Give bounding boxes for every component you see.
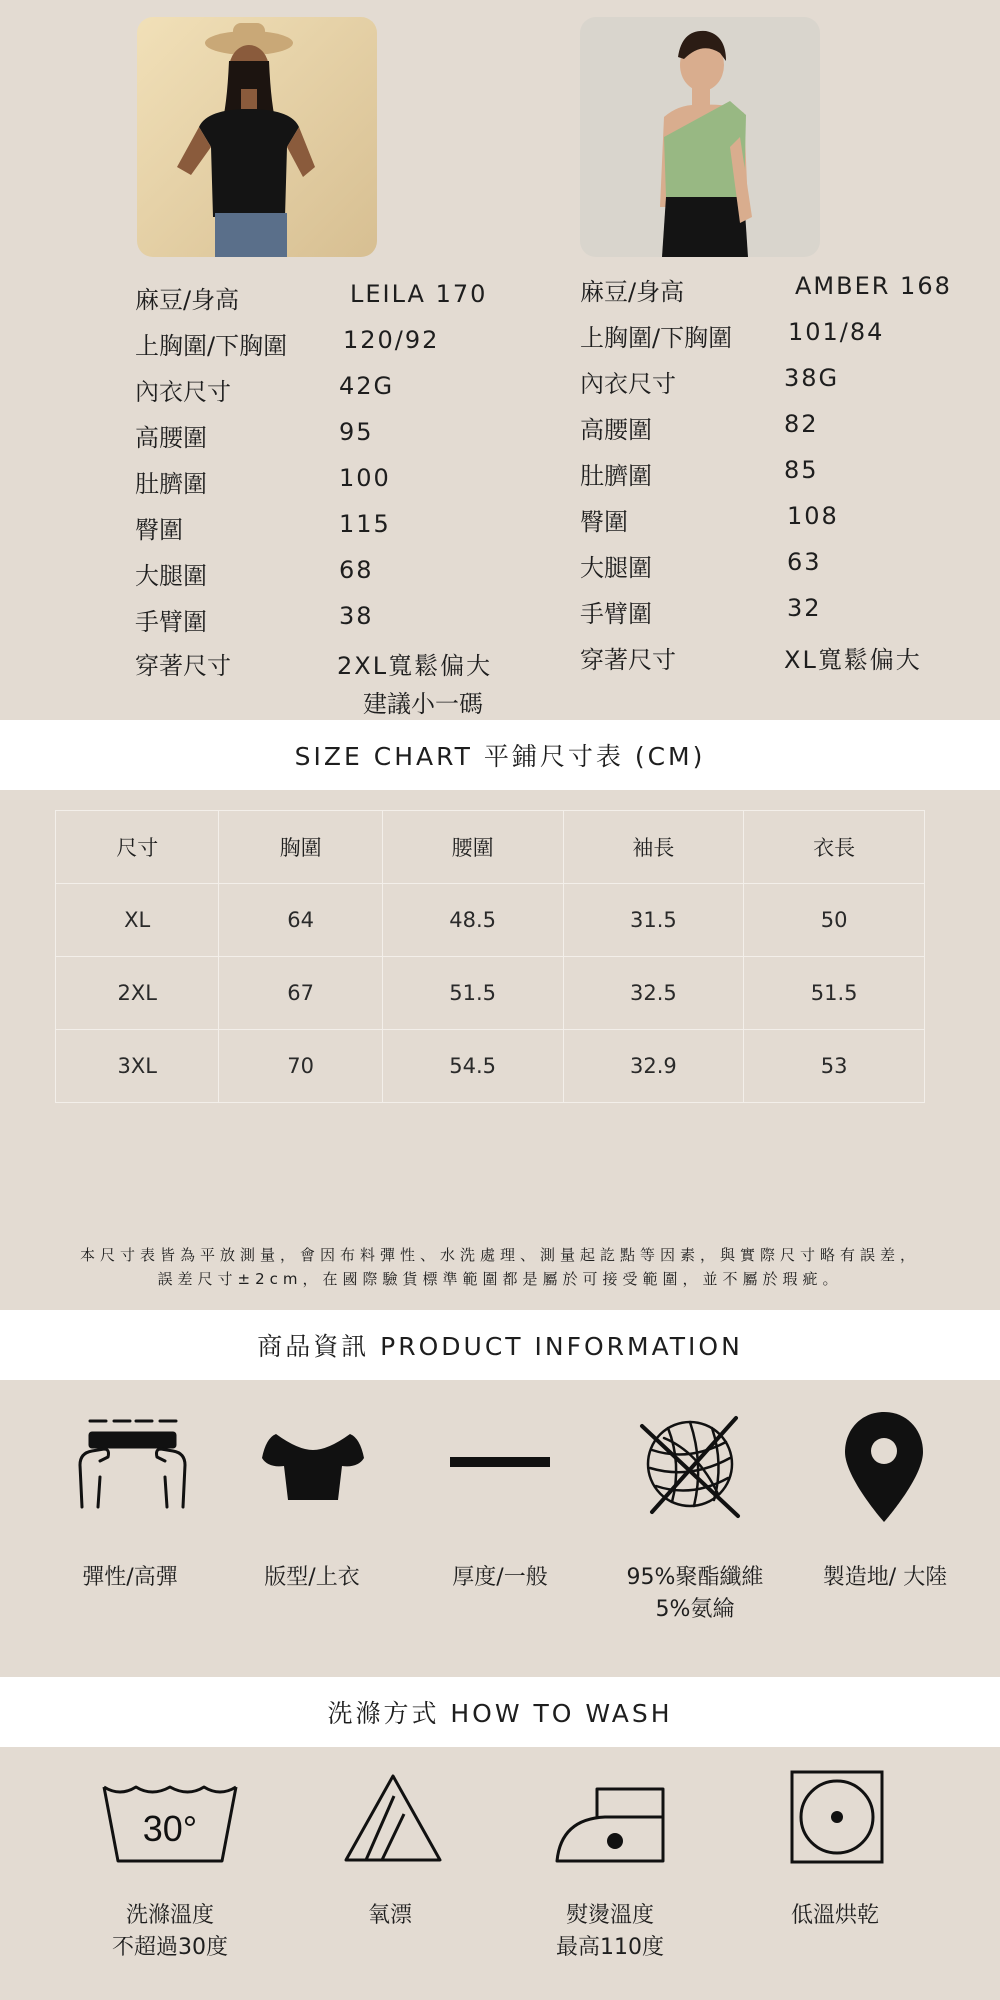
- product-info-caption: [60, 1562, 200, 1594]
- product-info-caption: [610, 1562, 780, 1626]
- measure-value: 101/84: [788, 318, 885, 346]
- stretch-hands-icon: [70, 1415, 195, 1515]
- caption-line: 版型/上衣: [264, 1565, 360, 1590]
- wash-banner: [0, 1677, 1000, 1747]
- measure-label: 手臂圍: [580, 600, 652, 628]
- product-info-caption: [430, 1562, 570, 1594]
- caption-line: 不超過30度: [112, 1935, 228, 1960]
- iron-icon: [553, 1783, 669, 1865]
- product-info-caption: [242, 1562, 382, 1594]
- yarn-ball-icon: [638, 1412, 748, 1522]
- table-header-cell: 胸圍: [219, 811, 382, 884]
- wash-caption: [765, 1900, 905, 1932]
- wash-title: 洗滌方式 HOW TO WASH: [327, 1699, 673, 1728]
- measure-label: 手臂圍: [135, 608, 207, 636]
- caption-line: 95%聚酯纖維: [626, 1565, 764, 1590]
- measure-value: 100: [339, 464, 391, 492]
- table-cell: 32.5: [563, 957, 744, 1030]
- thickness-line-icon: [450, 1455, 550, 1469]
- caption-line: 熨燙溫度: [565, 1903, 654, 1928]
- measure-value: AMBER 168: [795, 272, 952, 300]
- table-header-row: [56, 811, 925, 884]
- caption-line: 低溫烘乾: [790, 1903, 879, 1928]
- wash-caption: [320, 1900, 460, 1932]
- measure-value: 38G: [784, 364, 840, 392]
- table-cell: 51.5: [382, 957, 563, 1030]
- table-cell: 48.5: [382, 884, 563, 957]
- size-chart-table: [55, 810, 925, 1103]
- table-header-cell: 袖長: [563, 811, 744, 884]
- table-cell: 50: [744, 884, 925, 957]
- measure-label: 高腰圍: [580, 416, 652, 444]
- measure-value: 108: [787, 502, 839, 530]
- measure-value: XL寬鬆偏大: [784, 646, 922, 674]
- measure-label: 高腰圍: [135, 424, 207, 452]
- measure-value: 42G: [339, 372, 395, 400]
- table-cell: 3XL: [56, 1030, 219, 1103]
- measure-label: 上胸圍/下胸圍: [580, 324, 733, 352]
- table-cell: 31.5: [563, 884, 744, 957]
- table-cell: 32.9: [563, 1030, 744, 1103]
- measure-label: 內衣尺寸: [580, 370, 676, 398]
- table-cell: 67: [219, 957, 382, 1030]
- measure-value: 85: [784, 456, 819, 484]
- measure-label: 穿著尺寸: [580, 646, 676, 674]
- measure-value: 38: [339, 602, 374, 630]
- table-row: [56, 1030, 925, 1103]
- caption-line: 氧漂: [367, 1903, 412, 1928]
- measure-label: 臀圍: [135, 516, 183, 544]
- measure-label: 肚臍圍: [135, 470, 207, 498]
- measure-label: 麻豆/身高: [135, 286, 240, 314]
- tumble-dry-icon: [790, 1770, 884, 1864]
- measure-value: 82: [784, 410, 819, 438]
- wash-caption: [90, 1900, 250, 1964]
- measure-label: 內衣尺寸: [135, 378, 231, 406]
- caption-line: 製造地/ 大陸: [822, 1565, 948, 1590]
- bleach-triangle-icon: [342, 1772, 444, 1864]
- measure-label: 大腿圍: [580, 554, 652, 582]
- table-header-cell: 衣長: [744, 811, 925, 884]
- crop-top-icon: [258, 1428, 368, 1508]
- table-cell: 64: [219, 884, 382, 957]
- measure-value: 95: [339, 418, 374, 446]
- measure-label: 肚臍圍: [580, 462, 652, 490]
- caption-line: 洗滌溫度: [125, 1903, 214, 1928]
- measure-label: 麻豆/身高: [580, 278, 685, 306]
- model-photo-amber: [580, 17, 820, 257]
- measure-value: 68: [339, 556, 374, 584]
- location-pin-icon: [843, 1410, 925, 1525]
- measure-value: 32: [787, 594, 822, 622]
- model-photo-leila: [137, 17, 377, 257]
- caption-line: 彈性/高彈: [82, 1565, 178, 1590]
- caption-line: 5%氨綸: [655, 1597, 735, 1622]
- table-row: [56, 884, 925, 957]
- wash-caption: [530, 1900, 690, 1964]
- product-info-banner: [0, 1310, 1000, 1380]
- size-chart-note-line-1: 本尺寸表皆為平放測量，會因布料彈性、水洗處理、測量起訖點等因素，與實際尺寸略有誤差，: [79, 1246, 920, 1264]
- measure-label: 臀圍: [580, 508, 628, 536]
- measure-label: 穿著尺寸: [135, 652, 231, 680]
- measure-label: 上胸圍/下胸圍: [135, 332, 288, 360]
- size-chart-note-line-2: 誤差尺寸±2cm，在國際驗貨標準範圍都是屬於可接受範圍，並不屬於瑕疵。: [157, 1270, 843, 1288]
- table-cell: 53: [744, 1030, 925, 1103]
- table-cell: 70: [219, 1030, 382, 1103]
- table-cell: XL: [56, 884, 219, 957]
- measure-label: 大腿圍: [135, 562, 207, 590]
- product-info-title: 商品資訊 PRODUCT INFORMATION: [257, 1332, 743, 1361]
- product-info-caption: [805, 1562, 965, 1594]
- caption-line: 厚度/一般: [452, 1565, 548, 1590]
- caption-line: 最高110度: [556, 1935, 664, 1960]
- table-header-cell: 腰圍: [382, 811, 563, 884]
- measure-value: 63: [787, 548, 822, 576]
- size-chart-banner: [0, 720, 1000, 790]
- table-header-cell: 尺寸: [56, 811, 219, 884]
- wash-temperature-label: 30°: [142, 1808, 198, 1849]
- wash-tub-icon: [100, 1783, 240, 1865]
- measure-value: LEILA 170: [350, 280, 488, 308]
- table-row: [56, 957, 925, 1030]
- size-chart-title: SIZE CHART 平鋪尺寸表 (CM): [294, 742, 706, 771]
- measure-value: 2XL寬鬆偏大: [337, 652, 493, 680]
- table-cell: 51.5: [744, 957, 925, 1030]
- size-recommendation: 建議小一碼: [363, 690, 483, 718]
- table-cell: 54.5: [382, 1030, 563, 1103]
- measure-value: 120/92: [343, 326, 440, 354]
- measure-value: 115: [339, 510, 391, 538]
- table-cell: 2XL: [56, 957, 219, 1030]
